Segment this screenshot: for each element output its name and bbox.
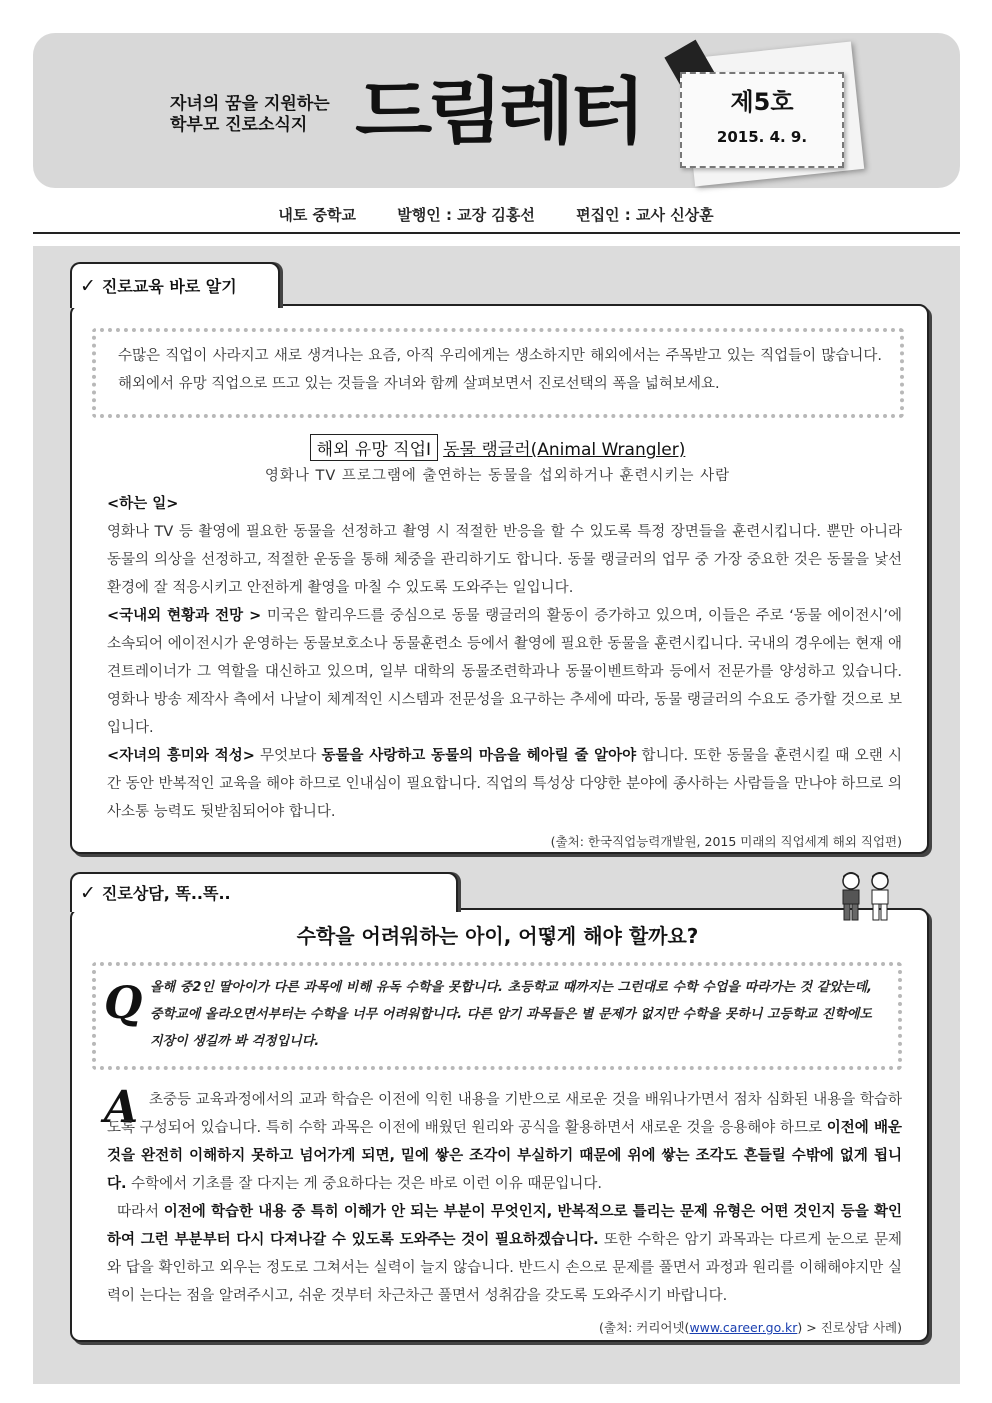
- answer-p2-end: 또한 수학은 암기 과목과는 다르게 눈으로 문제와 답을 확인하고 외우는 정도로 그쳐서는 실력이 늘지 않습니다. 반드시 손으로 문제를 풀면서 과정과 원리를 이해해야지만 실력이 는다는 점을 알려주시고, 쉬운 것부터 차근차근 풀면서 성취감을 갖도록 도와주시기 바랍니다.: [107, 1232, 902, 1304]
- newsletter-logo: 드림레터: [355, 69, 641, 154]
- job-details: [107, 490, 902, 826]
- job-tag: 해외 유망 직업Ⅰ: [310, 434, 438, 461]
- issue-number: 제5호: [730, 88, 794, 116]
- aptitude-post: 합니다. 또한 동물을 훈련시킬 때 오랜 시간 동안 반복적인 교육을 해야 하므로 인내심이 필요합니다. 직업의 특성상 다양한 분야에 종사하는 사람들을 만나야 하므로 의사소통 능력도 뒷받침되어야 합니다.: [107, 748, 903, 820]
- tab-label: 진로교육 바로 알기: [101, 277, 237, 296]
- kids-illustration-icon: [836, 870, 898, 922]
- intro-text: 수많은 직업이 사라지고 새로 생겨나는 요즘, 아직 우리에게는 생소하지만 해외에서는 주목받고 있는 직업들이 많습니다. 해외에서 유망 직업으로 뜨고 있는 것들을 자녀와 함께 살펴보면서 진로선택의 폭을 넓혀보세요.: [118, 348, 882, 392]
- job-name: 동물 랭글러(Animal Wrangler): [443, 440, 686, 460]
- answer-p2-start: 따라서: [117, 1204, 164, 1220]
- intro-box: [92, 328, 904, 418]
- career-net-link[interactable]: www.career.go.kr: [689, 1320, 798, 1335]
- tab-joint: [72, 906, 454, 910]
- subtitle-line-1: 자녀의 꿈을 지원하는: [170, 94, 330, 114]
- answer-p1-emphasis: 이전에 배운 것을 완전히 이해하지 못하고 넘어가게 되면, 밑에 쌓은 조각이 부실하기 때문에 위에 쌓는 조각도 흔들릴 수밖에 없게 됩니다.: [107, 1120, 902, 1192]
- checkmark-icon: ✓: [80, 275, 96, 297]
- answer-p2-emphasis: 이전에 학습한 내용 중 특히 이해가 안 되는 부분이 무엇인지, 반복적으로 틀리는 문제 유형은 어떤 것인지 등을 확인하여 그런 부분부터 다시 다져나갈 수 있도록 도와주는 것이 필요하겠습니다.: [107, 1204, 902, 1248]
- status-text: 미국은 할리우드를 중심으로 동물 랭글러의 활동이 증가하고 있으며, 이들은 주로 ‘동물 에이전시’에 소속되어 에이전시가 운영하는 동물보호소나 동물훈련소 등에서 촬영에 필요한 동물을 훈련시킵니다. 국내의 경우에는 현재 애견트레이너가 그 역할을 대신하고 있으며, 일부 대학의 동물조련학과나 동물이벤트학과 등에서 전문가를 양성하고 있습니다. 영화나 방송 제작사 측에서 나날이 체계적인 시스템과 전문성을 요구하는 추세에 따라, 동물 랭글러의 수요도 증가할 것으로 보입니다.: [107, 608, 903, 736]
- answer-paragraph-2: [107, 1198, 902, 1310]
- question-letter: Q: [104, 978, 143, 1029]
- answer-p1-end: 수학에서 기초를 잘 다지는 게 중요하다는 것은 바로 이런 이유 때문입니다.: [126, 1176, 603, 1192]
- duty-heading: <하는 일>: [107, 496, 179, 512]
- answer-letter: A: [104, 1082, 139, 1133]
- editor: 편집인 : 교사 신상훈: [576, 206, 714, 224]
- issue-date: 2015. 4. 9.: [716, 128, 808, 146]
- tab-joint: [72, 302, 276, 306]
- answer-paragraph-1: [107, 1086, 902, 1198]
- section2-source: [500, 1318, 902, 1336]
- aptitude-paragraph: [107, 742, 902, 826]
- duty-text: 영화나 TV 등 촬영에 필요한 동물을 선정하고 촬영 시 적절한 반응을 할 수 있도록 특정 장면들을 훈련시킵니다. 뿐만 아니라 동물의 의상을 선정하고, 적절한 운동을 통해 체중을 관리하기도 합니다. 동물 랭글러의 업무 중 가장 중요한 것은 동물을 낯선 환경에 잘 적응시키고 안전하게 촬영을 마칠 수 있도록 도와주는 일입니다.: [107, 524, 902, 596]
- aptitude-pre: 무엇보다: [254, 748, 322, 764]
- counsel-headline: 수학을 어려워하는 아이, 어떻게 해야 할까요?: [296, 924, 699, 948]
- status-heading: <국내외 현황과 전망 >: [107, 608, 262, 624]
- newsletter-subtitle: [170, 94, 350, 136]
- aptitude-heading: <자녀의 흥미와 적성>: [107, 748, 255, 764]
- source-prefix: (출처: 커리어넷(: [599, 1320, 690, 1335]
- answer-text: [107, 1086, 902, 1310]
- aptitude-emphasis: 동물을 사랑하고 동물의 마음을 헤아릴 줄 알아야: [321, 748, 637, 764]
- subtitle-line-2: 학부모 진로소식지: [170, 115, 308, 135]
- publisher: 발행인 : 교장 김홍선: [397, 206, 535, 224]
- header-divider: [33, 232, 960, 234]
- question-text: 올해 중2인 딸아이가 다른 과목에 비해 유독 수학을 못합니다. 초등학교 때까지는 그런대로 수학 수업을 따라가는 것 같았는데, 중학교에 올라오면서부터는 수학을 너무 어려워합니다. 다른 암기 과목들은 별 문제가 없지만 수학을 못하니 고등학교 진학에도 지장이 생길까 봐 걱정입니다.: [150, 980, 872, 1049]
- status-paragraph: [107, 602, 902, 742]
- source-suffix: ) > 진로상담 사례): [797, 1320, 902, 1335]
- section1-source: (출처: 한국직업능력개발원, 2015 미래의 직업세계 해외 직업편): [550, 834, 902, 849]
- checkmark-icon: ✓: [80, 882, 96, 904]
- answer-p1-start: 초중등 교육과정에서의 교과 학습은 이전에 익힌 내용을 기반으로 새로운 것을 배워나가면서 점차 심화된 내용을 학습하도록 구성되어 있습니다. 특히 수학 과목은 이전에 배웠던 원리와 공식을 활용하면서 새로운 것을 응용해야 하므로: [107, 1092, 902, 1136]
- tab-label: 진로상담, 똑..똑..: [101, 884, 231, 903]
- job-description: 영화나 TV 프로그램에 출연하는 동물을 섭외하거나 훈련시키는 사람: [264, 468, 731, 484]
- school-name: 내토 중학교: [278, 206, 357, 224]
- job-heading: [70, 434, 925, 461]
- publication-info: [0, 204, 992, 225]
